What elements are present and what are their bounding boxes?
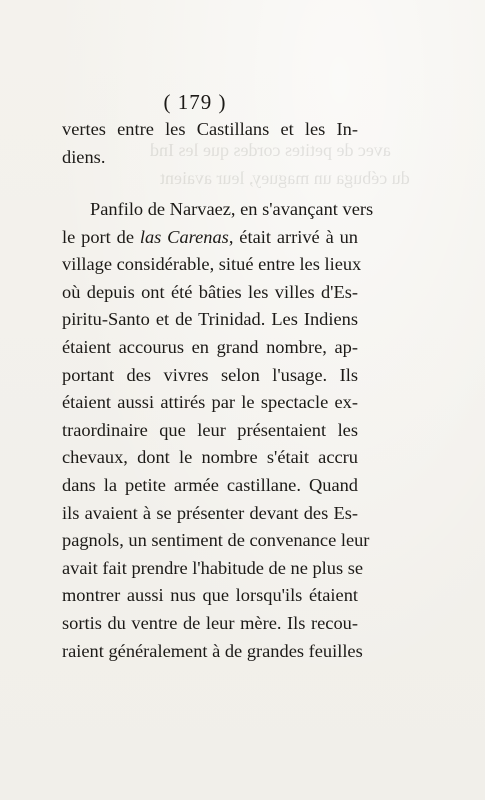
text-line: piritu-Santo et de Trinidad. Les Indiens <box>62 309 358 330</box>
text-line: traordinaire que leur présentaient les <box>62 419 358 440</box>
text-line: sortis du ventre de leur mère. Ils recou- <box>62 612 358 633</box>
paragraph-continuation <box>62 116 358 171</box>
text-line: raient généralement à de grandes feuilles <box>62 640 363 661</box>
page-number: ( 179 ) <box>163 90 227 114</box>
text-line: dans la petite armée castillane. Quand <box>62 474 358 495</box>
text-line: étaient aussi attirés par le spectacle ex- <box>62 392 358 413</box>
show-through-text: avec de petites cordes que les Ind du cébuga un maguey, leur avaient <box>150 140 410 188</box>
text-line: village considérable, situé entre les lieux <box>62 254 362 275</box>
italic-place-name: las Carenas <box>139 226 229 247</box>
text-line: avait fait prendre l'habitude de ne plus se <box>62 557 364 578</box>
text-line: vertes entre les Castillans et les In- <box>62 119 358 139</box>
text-line: pagnols, un sentiment de convenance leur <box>62 530 370 551</box>
text-line: ils avaient à se présenter devant des Es- <box>62 502 358 523</box>
text-line-with-italic: le port de las Carenas, était arrivé à un <box>62 226 358 247</box>
paragraph-narvaez <box>62 196 374 665</box>
text-line: Panfilo de Narvaez, en s'avançant vers <box>90 199 374 219</box>
text-line: où depuis ont été bâties les villes d'Es- <box>62 281 358 302</box>
text-line: diens. <box>62 146 106 167</box>
text-line: portant des vivres selon l'usage. Ils <box>62 364 358 385</box>
text-line: chevaux, dont le nombre s'était accru <box>62 447 358 468</box>
text-line: étaient accourus en grand nombre, ap- <box>62 336 358 357</box>
text-line: montrer aussi nus que lorsqu'ils étaient <box>62 585 358 606</box>
